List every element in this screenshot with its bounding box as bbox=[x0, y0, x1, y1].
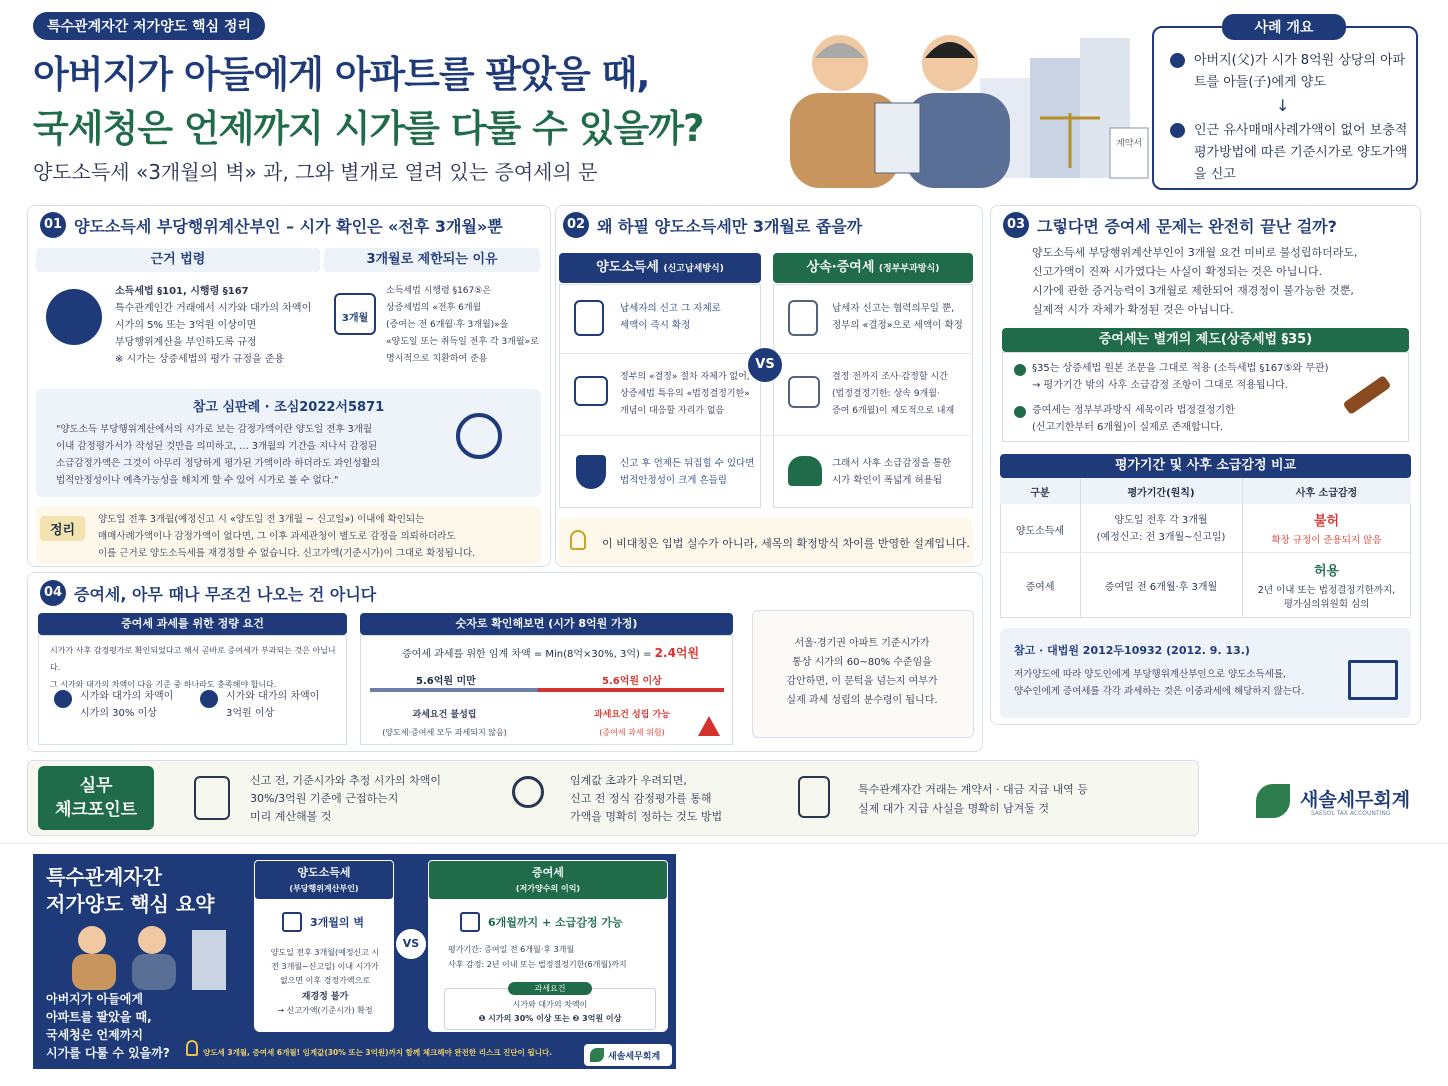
s3-ref-text: 저가양도에 따라 양도인에게 부당행위계산부인으로 양도소득세를, 양수인에게 증여세를 각각 과세하는 것은 이중과세에 해당하지 않는다. bbox=[1014, 669, 1305, 697]
section-02-title: 02 왜 하필 양도소득세만 3개월로 좁을까 bbox=[563, 212, 862, 238]
s1-summary-text: 양도일 전후 3개월(예정신고 시 «양도일 전 3개월 ~ 신고일») 이내에 확인되는 매매사례가액이나 감정가액이 없다면, 그 이후 과세관청이 별도로 감정을 의뢰하더라도 이를 근거로 양도소득세를 재경정할 수 없습니다. 신고가액(기준시가)이 그대로 확정됩니다. bbox=[98, 514, 476, 559]
s4-below-result: 과세요건 불성립 (양도세·증여세 모두 과세되지 않음) bbox=[382, 710, 507, 737]
thumb-vs-badge: VS bbox=[396, 929, 426, 959]
threshold-bar-above bbox=[538, 688, 724, 692]
s1-ruling-title: 참고 심판례 · 조심2022서5871 bbox=[192, 400, 385, 415]
s4-note: 서울·경기권 아파트 기준시가가 통상 시가의 60~80% 수준임을 감안하면, 이 문턱을 넘는지 여부가 실제 과세 성립의 분수령이 됩니다. bbox=[786, 638, 938, 706]
header-tag: 특수관계자간 저가양도 핵심 정리 bbox=[33, 12, 265, 40]
check-icon bbox=[1170, 53, 1185, 68]
s1-law-text: 소득세법 §101, 시행령 §167 특수관계인간 거래에서 시가와 대가의 차액이 시가의 5% 또는 3억원 이상이면 부당행위계산을 부인하도록 규정 ※ 시가는 상증세법의 평가 규정을 준용 bbox=[115, 286, 312, 365]
r2-category: 증여세 bbox=[1025, 582, 1055, 593]
page-title-line1: 아버지가 아들에게 아파트를 팔았을 때, bbox=[33, 53, 650, 96]
s2-left-head: 양도소득세 (신고납세방식) bbox=[559, 253, 761, 283]
brand-name: 새솔세무회계 bbox=[1300, 789, 1411, 811]
calendar-icon: 3개월 bbox=[334, 293, 376, 335]
check-icon bbox=[1014, 364, 1026, 376]
s3-table-title: 평가기간 및 사후 소급감정 비교 bbox=[1000, 454, 1411, 478]
s4-above-result: 과세요건 성립 가능 (증여세 과세 위험) bbox=[594, 710, 670, 737]
thumb-left-text: 양도일 전후 3개월(예정신고 시 전 3개월~신고일) 이내 시가가 없으면 이후 경정가액으로 재경정 불가 → 신고가액(기준시가) 확정 bbox=[270, 948, 380, 1015]
brand-logo-leaf bbox=[1256, 784, 1290, 818]
s2-right-2: 결정 전까지 조사·감정할 시간 (법정결정기한: 상속 9개월· 증여 6개월)이 제도적으로 내재 bbox=[832, 372, 955, 416]
brand-logo-leaf bbox=[590, 1048, 604, 1062]
s1-summary-tag: 정리 bbox=[40, 516, 85, 541]
section-03-title: 03 그렇다면 증여세 문제는 완전히 끝난 걸까? bbox=[1003, 212, 1337, 238]
checkpoint-3: 특수관계자간 거래는 계약서 · 대금 지급 내역 등 실제 대가 지급 사실을 명확히 남겨둘 것 bbox=[858, 783, 1088, 815]
thumb-right-head: 증여세 (저가양수의 이익) bbox=[428, 860, 668, 900]
r1-retro: 불허 확장 규정이 준용되지 않음 bbox=[1271, 514, 1382, 546]
vs-badge: VS bbox=[748, 348, 782, 382]
s4-req-head: 증여세 과세를 위한 정량 요건 bbox=[38, 613, 347, 635]
magnifier-icon bbox=[456, 413, 502, 459]
checkpoint-2: 임계값 초과가 우려되면, 신고 전 정식 감정평가를 통해 가액을 명확히 정하는 것도 방법 bbox=[570, 774, 723, 823]
req-number-2 bbox=[200, 690, 218, 708]
divider bbox=[559, 435, 973, 436]
thumb-req-tag: 과세요건 bbox=[508, 982, 592, 995]
s1-reason-head: 3개월로 제한되는 이유 bbox=[324, 248, 540, 272]
s3-ref-title: 참고 · 대법원 2012두10932 (2012. 9. 13.) bbox=[1014, 644, 1250, 657]
s4-req-1: 시가와 대가의 차액이 시가의 30% 이상 bbox=[80, 691, 174, 719]
s3-gift-tax-bar: 증여세는 별개의 제도(상증세법 §35) bbox=[1002, 328, 1409, 352]
s1-reason-text: 소득세법 시행령 §167⑤은 상증세법의 «전후 6개월 (증여는 전 6개월·후 3개월)»을 «양도일 또는 취득일 전후 각 3개월»로 명시적으로 치환하여 준용 bbox=[386, 286, 539, 364]
s2-left-3: 신고 후 언제든 뒤집힐 수 있다면 법적안정성이 크게 흔들림 bbox=[620, 458, 755, 486]
people-group-icon bbox=[788, 456, 822, 486]
calendar-icon bbox=[460, 912, 480, 932]
case-title: 사례 개요 bbox=[1222, 14, 1346, 40]
s4-req-2: 시가와 대가의 차액이 3억원 이상 bbox=[226, 691, 320, 719]
s2-right-head: 상속·증여세 (정부부과방식) bbox=[773, 253, 973, 283]
hero-illustration bbox=[780, 18, 1150, 188]
page-title-line2: 국세청은 언제까지 시가를 다툴 수 있을까? bbox=[33, 107, 704, 150]
scales-icon bbox=[46, 289, 102, 345]
th-category: 구분 bbox=[1030, 488, 1050, 499]
s4-calc-head: 숫자로 확인해보면 (시가 8억원 가정) bbox=[360, 613, 733, 635]
s2-note: 이 비대칭은 입법 실수가 아니라, 세목의 확정방식 차이를 반영한 설계입니다. bbox=[602, 537, 970, 550]
case-item-1: 아버지(父)가 시가 8억원 상당의 아파트를 아들(子)에게 양도 bbox=[1170, 50, 1410, 94]
checkpoints-badge: 실무 체크포인트 bbox=[38, 766, 154, 830]
lightbulb-icon bbox=[186, 1040, 198, 1056]
s1-law-head: 근거 법령 bbox=[36, 248, 320, 272]
calculator-icon bbox=[194, 776, 230, 820]
r2-period: 증여일 전 6개월·후 3개월 bbox=[1104, 582, 1218, 593]
thumb-brand-name: 새솔세무회계 bbox=[608, 1052, 661, 1062]
s3-intro: 양도소득세 부당행위계산부인이 3개월 요건 미비로 불성립하더라도, 신고가액이 진짜 시가였다는 사실이 확정되는 것은 아닙니다. 시가에 관한 증거능력이 3개월로 제한되어 재경정이 불가능한 것뿐, 실제적 시가 자체가 확정된 것은 아닙니다. bbox=[1032, 246, 1358, 316]
thumb-right-text: 평가기간: 증여일 전 6개월·후 3개월 사후 감정: 2년 이내 또는 법정결정기한(6개월)까지 bbox=[448, 945, 627, 969]
s2-right-3: 그래서 사후 소급감정을 통한 시가 확인이 폭넓게 허용됨 bbox=[832, 458, 952, 486]
warning-icon bbox=[698, 716, 720, 736]
thumb-caption: 아버지가 아들에게 아파트를 팔았을 때, 국세청은 언제까지 시가를 다툴 수 있을까? bbox=[46, 992, 170, 1060]
calendar-icon bbox=[788, 376, 820, 408]
r1-period: 양도일 전후 각 3개월 (예정신고: 전 3개월~신고일) bbox=[1096, 515, 1226, 543]
magnifier-icon bbox=[512, 776, 544, 808]
case-arrow: ↓ bbox=[1276, 96, 1290, 115]
th-retro-appraisal: 사후 소급감정 bbox=[1295, 488, 1358, 499]
calendar-icon bbox=[282, 912, 302, 932]
case-item-2: 인근 유사매매사례가액이 없어 보충적 평가방법에 따른 기준시가로 양도가액을 신고 bbox=[1170, 120, 1410, 186]
shield-icon bbox=[576, 455, 606, 489]
s2-right-1: 납세자 신고는 협력의무일 뿐, 정부의 «결정»으로 세액이 확정 bbox=[832, 303, 963, 331]
below-label: 5.6억원 미만 bbox=[416, 676, 476, 687]
divider bbox=[1000, 552, 1411, 553]
thumb-left-head: 양도소득세 (부당행위계산부인) bbox=[254, 860, 394, 900]
government-building-icon bbox=[574, 376, 608, 406]
svg-text:계약서: 계약서 bbox=[1116, 139, 1143, 149]
checkpoint-1: 신고 전, 기준시가와 추정 시가의 차액이 30%/3억원 기준에 근접하는지 미리 계산해볼 것 bbox=[250, 774, 441, 823]
s4-req-text: 시가가 사후 감정평가로 확인되었다고 해서 곧바로 증여세가 부과되는 것은 아닙니다. 그 시가와 대가의 차액이 다음 기준 중 하나라도 충족해야 합니다. bbox=[50, 646, 336, 689]
check-icon bbox=[1014, 406, 1026, 418]
thumb-left-label: 3개월의 벽 bbox=[282, 912, 364, 932]
document-check-icon bbox=[788, 300, 818, 336]
r1-category: 양도소득세 bbox=[1015, 526, 1065, 537]
father-son-apartment-illustration bbox=[780, 18, 1150, 188]
s2-left-2: 정부의 «결정» 절차 자체가 없어, 상증세법 특유의 «법정결정기한» 개념이 대응할 자리가 없음 bbox=[620, 372, 750, 416]
thumb-footer: 양도세 3개월, 증여세 6개월! 임계값(30% 또는 3억원)까지 함께 체크해야 완전한 리스크 진단이 됩니다. bbox=[203, 1048, 552, 1057]
document-pen-icon bbox=[574, 300, 604, 336]
req-number-1 bbox=[54, 690, 72, 708]
table-col-divider bbox=[1080, 478, 1081, 618]
check-icon bbox=[1170, 123, 1185, 138]
s1-ruling-text: "양도소득 부당행위계산에서의 시가로 보는 감정가액이란 양도일 전후 3개월 이내 감정평가서가 작성된 것만을 의미하고, … 3개월의 기간을 지나서 감정된 소급감정가액은 그것이 아무리 정당하게 평가된 가액이라 하더라도 과인성활의 법적안정성이나 예측가능성을 해치게 할 수 있어 시가로 볼 수 없다." bbox=[56, 424, 380, 486]
section-01-title: 01 양도소득세 부당행위계산부인 – 시가 확인은 «전후 3개월»뿐 bbox=[40, 212, 503, 238]
r2-retro: 허용 2년 이내 또는 법정결정기한까지, 평가심의위원회 심의 bbox=[1257, 564, 1396, 610]
page-subtitle: 양도소득세 «3개월의 벽» 과, 그와 별개로 열려 있는 증여세의 문 bbox=[33, 160, 598, 184]
s3-check-1: §35는 상증세법 원본 조문을 그대로 적용 (소득세법 §167⑤와 무관) → 평가기간 밖의 사후 소급감정 조항이 그대로 적용됩니다. bbox=[1032, 363, 1329, 391]
thumb-right-label: 6개월까지 + 소급감정 가능 bbox=[460, 912, 623, 932]
thumb-req-text: 시가와 대가의 차액이 ❶ 시가의 30% 이상 또는 ❷ 3억원 이상 bbox=[478, 1000, 622, 1023]
section-04-title: 04 증여세, 아무 때나 무조건 나오는 건 아니다 bbox=[40, 580, 376, 606]
threshold-bar-below bbox=[370, 688, 538, 692]
court-building-icon bbox=[1348, 660, 1398, 700]
s3-check-2: 증여세는 정부부과방식 세목이라 법정결정기한 (신고기한부터 6개월)이 실제로 존재합니다. bbox=[1032, 405, 1235, 433]
above-label: 5.6억원 이상 bbox=[602, 676, 662, 687]
th-period: 평가기간(원칙) bbox=[1127, 488, 1195, 499]
s2-left-1: 납세자의 신고 그 자체로 세액이 즉시 확정 bbox=[620, 303, 721, 331]
page-divider bbox=[0, 843, 1448, 844]
document-pen-icon bbox=[798, 776, 830, 818]
thumb-title: 특수관계자간 저가양도 핵심 요약 bbox=[46, 865, 215, 916]
brand-sub: SAESOL TAX ACCOUNTING bbox=[1311, 810, 1391, 817]
lightbulb-icon bbox=[570, 530, 586, 550]
s4-calc-formula: 증여세 과세를 위한 임계 차액 = Min(8억×30%, 3억) = 2.4억원 bbox=[402, 646, 700, 660]
thumb-illustration bbox=[52, 920, 232, 990]
